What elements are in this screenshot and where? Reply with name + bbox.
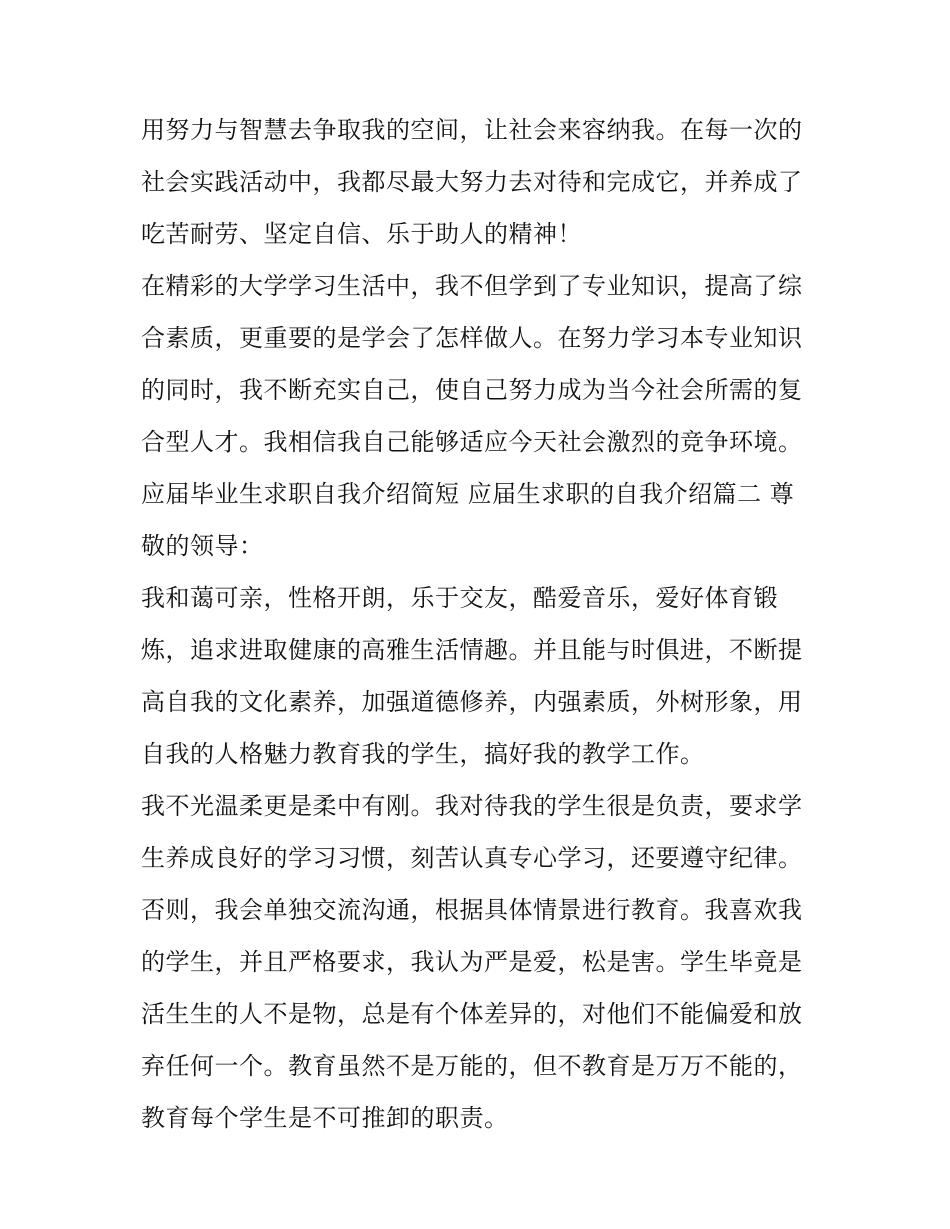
text-line: 应届毕业生求职自我介绍简短 应届生求职的自我介绍篇二 尊 — [141, 480, 795, 508]
text-line: 合素质，更重要的是学会了怎样做人。在努力学习本专业知识 — [141, 324, 803, 352]
text-line: 教育每个学生是不可推卸的职责。 — [141, 1104, 509, 1132]
text-line: 生养成良好的学习习惯，刻苦认真专心学习，还要遵守纪律。 — [141, 844, 803, 872]
text-line: 吃苦耐劳、坚定自信、乐于助人的精神！ — [141, 220, 582, 248]
text-line: 活生生的人不是物，总是有个体差异的，对他们不能偏爱和放 — [141, 1000, 803, 1028]
text-line: 的学生，并且严格要求，我认为严是爱，松是害。学生毕竟是 — [141, 948, 803, 976]
text-line: 高自我的文化素养，加强道德修养，内强素质，外树形象，用 — [141, 688, 803, 716]
text-line: 炼，追求进取健康的高雅生活情趣。并且能与时俱进，不断提 — [141, 636, 803, 664]
text-line: 弃任何一个。教育虽然不是万能的，但不教育是万万不能的， — [141, 1052, 803, 1080]
text-line: 自我的人格魅力教育我的学生，搞好我的教学工作。 — [141, 740, 705, 768]
text-line: 用努力与智慧去争取我的空间，让社会来容纳我。在每一次的 — [141, 116, 803, 144]
body-text — [141, 104, 821, 1144]
text-line: 在精彩的大学学习生活中，我不但学到了专业知识，提高了综 — [141, 272, 803, 300]
text-line: 社会实践活动中，我都尽最大努力去对待和完成它，并养成了 — [141, 168, 803, 196]
text-line: 我不光温柔更是柔中有刚。我对待我的学生很是负责，要求学 — [141, 792, 803, 820]
text-line: 敬的领导： — [141, 532, 264, 560]
text-line: 我和蔼可亲，性格开朗，乐于交友，酷爱音乐，爱好体育锻 — [141, 584, 778, 612]
text-line: 的同时，我不断充实自己，使自己努力成为当今社会所需的复 — [141, 376, 803, 404]
text-line: 否则，我会单独交流沟通，根据具体情景进行教育。我喜欢我 — [141, 896, 803, 924]
text-line: 合型人才。我相信我自己能够适应今天社会激烈的竞争环境。 — [141, 428, 803, 456]
